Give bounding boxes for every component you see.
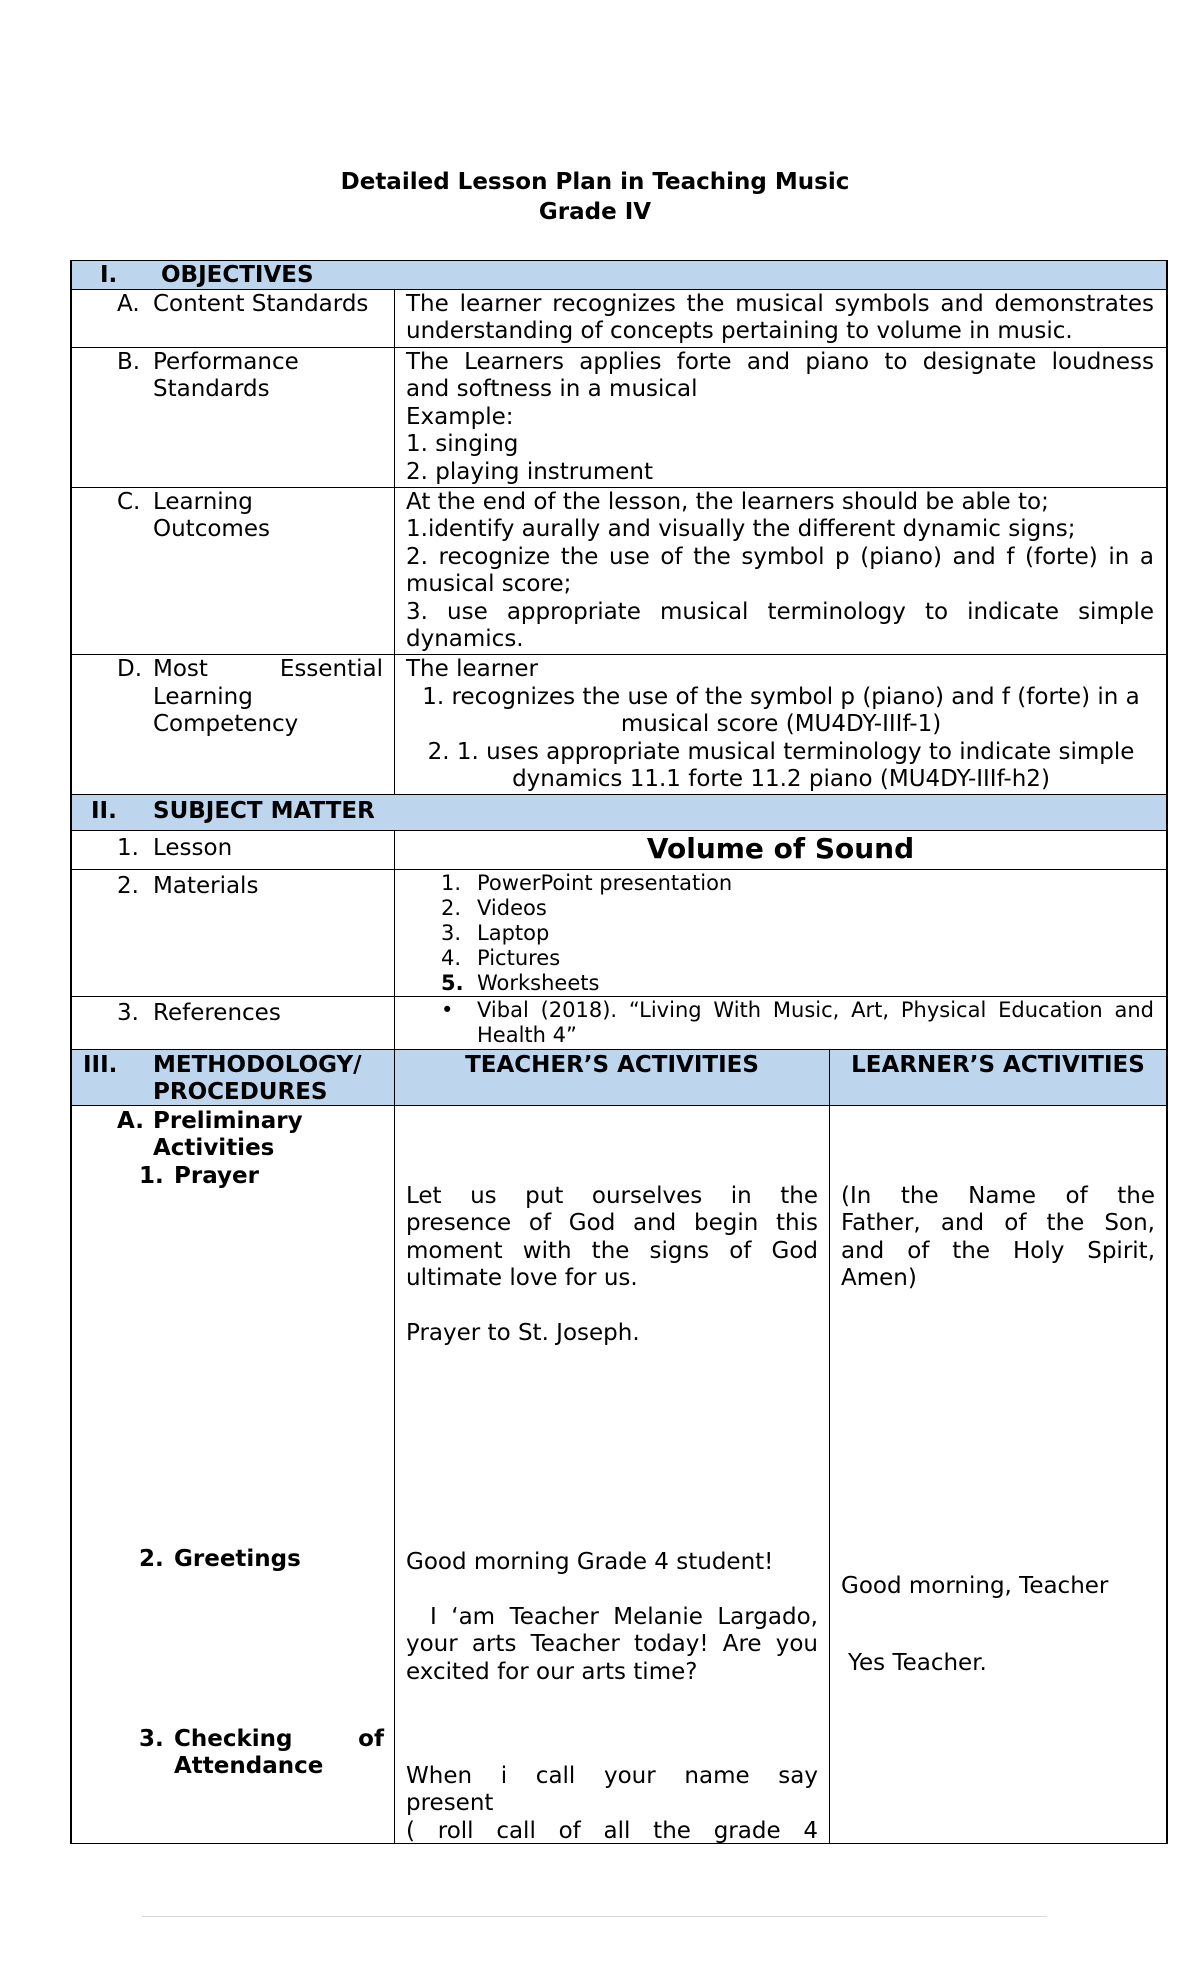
melc-line: 2. 1. uses appropriate musical terminology to indicate simple xyxy=(427,739,1135,765)
greetings-learner-line: Good morning, Teacher xyxy=(841,1573,1109,1599)
performance-standards-line: 1. singing xyxy=(406,431,519,457)
learning-outcomes-line: 1.identify aurally and visually the different dynamic signs; xyxy=(406,516,1076,542)
objectives-num: I. xyxy=(100,262,118,288)
prayer-teacher-line: Prayer to St. Joseph. xyxy=(406,1320,640,1346)
methodology-heading: PROCEDURES xyxy=(153,1079,328,1105)
performance-standards-line: The Learners applies forte and piano to designate loudness xyxy=(406,349,1154,375)
prayer-learner-line: Amen) xyxy=(841,1265,917,1291)
performance-standards-label: Performance xyxy=(153,349,299,375)
references-line: Vibal (2018). “Living With Music, Art, Physical Education and xyxy=(477,998,1154,1022)
prayer-label: Prayer xyxy=(174,1163,259,1189)
materials-num: 2. xyxy=(117,873,139,899)
prayer-learner-line: Father, and of the Son, xyxy=(841,1210,1155,1236)
grade-subtitle: Grade IV xyxy=(538,199,652,225)
prayer-teacher-line: presence of God and begin this xyxy=(406,1210,818,1236)
prayer-learner-line: and of the Holy Spirit, xyxy=(841,1238,1155,1264)
lesson-label: Lesson xyxy=(153,835,233,861)
attendance-num: 3. xyxy=(139,1726,164,1752)
learning-outcomes-label: Learning xyxy=(153,489,253,515)
materials-item: Pictures xyxy=(477,946,561,970)
performance-standards-line: Example: xyxy=(406,404,514,430)
attendance-teacher-line: ( roll call of all the grade 4 xyxy=(406,1818,818,1844)
page-footer-divider xyxy=(142,1916,1047,1917)
materials-item: Laptop xyxy=(477,921,550,945)
methodology-heading: METHODOLOGY/ xyxy=(153,1052,362,1078)
attendance-teacher-line: present xyxy=(406,1790,494,1816)
melc-letter: D. xyxy=(117,656,143,682)
materials-item-num: 1. xyxy=(441,871,462,895)
attendance-label: Attendance xyxy=(174,1753,324,1779)
prayer-learner-line: (In the Name of the xyxy=(841,1183,1155,1209)
prayer-num: 1. xyxy=(139,1163,164,1189)
content-standards-label: Content Standards xyxy=(153,291,369,317)
learning-outcomes-line: At the end of the lesson, the learners should be able to; xyxy=(406,489,1049,515)
melc-line: The learner xyxy=(406,656,538,682)
materials-label: Materials xyxy=(153,873,259,899)
lesson-title: Volume of Sound xyxy=(646,832,915,865)
learning-outcomes-line: 3. use appropriate musical terminology to indicate simple xyxy=(406,599,1154,625)
preliminary-label: Activities xyxy=(153,1135,275,1161)
references-num: 3. xyxy=(117,1000,139,1026)
references-bullet: • xyxy=(441,998,454,1022)
preliminary-letter: A. xyxy=(117,1108,144,1134)
prayer-teacher-line: Let us put ourselves in the xyxy=(406,1183,818,1209)
greetings-label: Greetings xyxy=(174,1546,301,1572)
materials-item-num: 2. xyxy=(441,896,462,920)
attendance-teacher-line: When i call your name say xyxy=(406,1763,818,1789)
performance-standards-line: and softness in a musical xyxy=(406,376,698,402)
content-standards-line: The learner recognizes the musical symbols and demonstrates xyxy=(406,291,1154,317)
references-label: References xyxy=(153,1000,281,1026)
document-title: Detailed Lesson Plan in Teaching Music xyxy=(340,169,850,195)
learning-outcomes-line: dynamics. xyxy=(406,626,524,652)
greetings-teacher-line: excited for our arts time? xyxy=(406,1659,698,1685)
melc-label: Competency xyxy=(153,711,299,737)
greetings-teacher-line: Good morning Grade 4 student! xyxy=(406,1549,774,1575)
learning-outcomes-letter: C. xyxy=(117,489,141,515)
greetings-teacher-line: your arts Teacher today! Are you xyxy=(406,1631,818,1657)
materials-item: Videos xyxy=(477,896,547,920)
performance-standards-line: 2. playing instrument xyxy=(406,459,653,485)
melc-line: 1. recognizes the use of the symbol p (piano) and f (forte) in a xyxy=(422,684,1140,710)
melc-line: musical score (MU4DY-IIIf-1) xyxy=(620,711,942,737)
learner-activities-header: LEARNER’S ACTIVITIES xyxy=(851,1052,1145,1078)
prayer-teacher-line: moment with the signs of God xyxy=(406,1238,818,1264)
melc-label: Learning xyxy=(153,684,253,710)
greetings-num: 2. xyxy=(139,1546,164,1572)
methodology-num: III. xyxy=(83,1052,118,1078)
greetings-teacher-line: I ‘am Teacher Melanie Largado, xyxy=(430,1604,818,1630)
preliminary-label: Preliminary xyxy=(153,1108,303,1134)
materials-item-num: 5. xyxy=(441,971,464,995)
references-line: Health 4” xyxy=(477,1023,577,1047)
performance-standards-letter: B. xyxy=(117,349,141,375)
materials-item: PowerPoint presentation xyxy=(477,871,733,895)
melc-label: Most Essential xyxy=(153,656,383,682)
attendance-label: Checking of xyxy=(174,1726,384,1752)
objectives-heading: OBJECTIVES xyxy=(161,262,314,288)
materials-item-num: 3. xyxy=(441,921,462,945)
content-standards-letter: A. xyxy=(117,291,140,317)
performance-standards-label: Standards xyxy=(153,376,270,402)
subject-matter-heading: SUBJECT MATTER xyxy=(153,798,375,824)
learning-outcomes-line: 2. recognize the use of the symbol p (piano) and f (forte) in a xyxy=(406,544,1154,570)
melc-line: dynamics 11.1 forte 11.2 piano (MU4DY-IIIf-h2) xyxy=(512,766,1050,792)
materials-item: Worksheets xyxy=(477,971,600,995)
content-standards-line: understanding of concepts pertaining to volume in music. xyxy=(406,318,1073,344)
learning-outcomes-label: Outcomes xyxy=(153,516,270,542)
teacher-activities-header: TEACHER’S ACTIVITIES xyxy=(465,1052,759,1078)
greetings-learner-line: Yes Teacher. xyxy=(848,1650,987,1676)
prayer-teacher-line: ultimate love for us. xyxy=(406,1265,638,1291)
materials-item-num: 4. xyxy=(441,946,462,970)
learning-outcomes-line: musical score; xyxy=(406,571,572,597)
lesson-num: 1. xyxy=(117,835,139,861)
subject-matter-num: II. xyxy=(91,798,117,824)
